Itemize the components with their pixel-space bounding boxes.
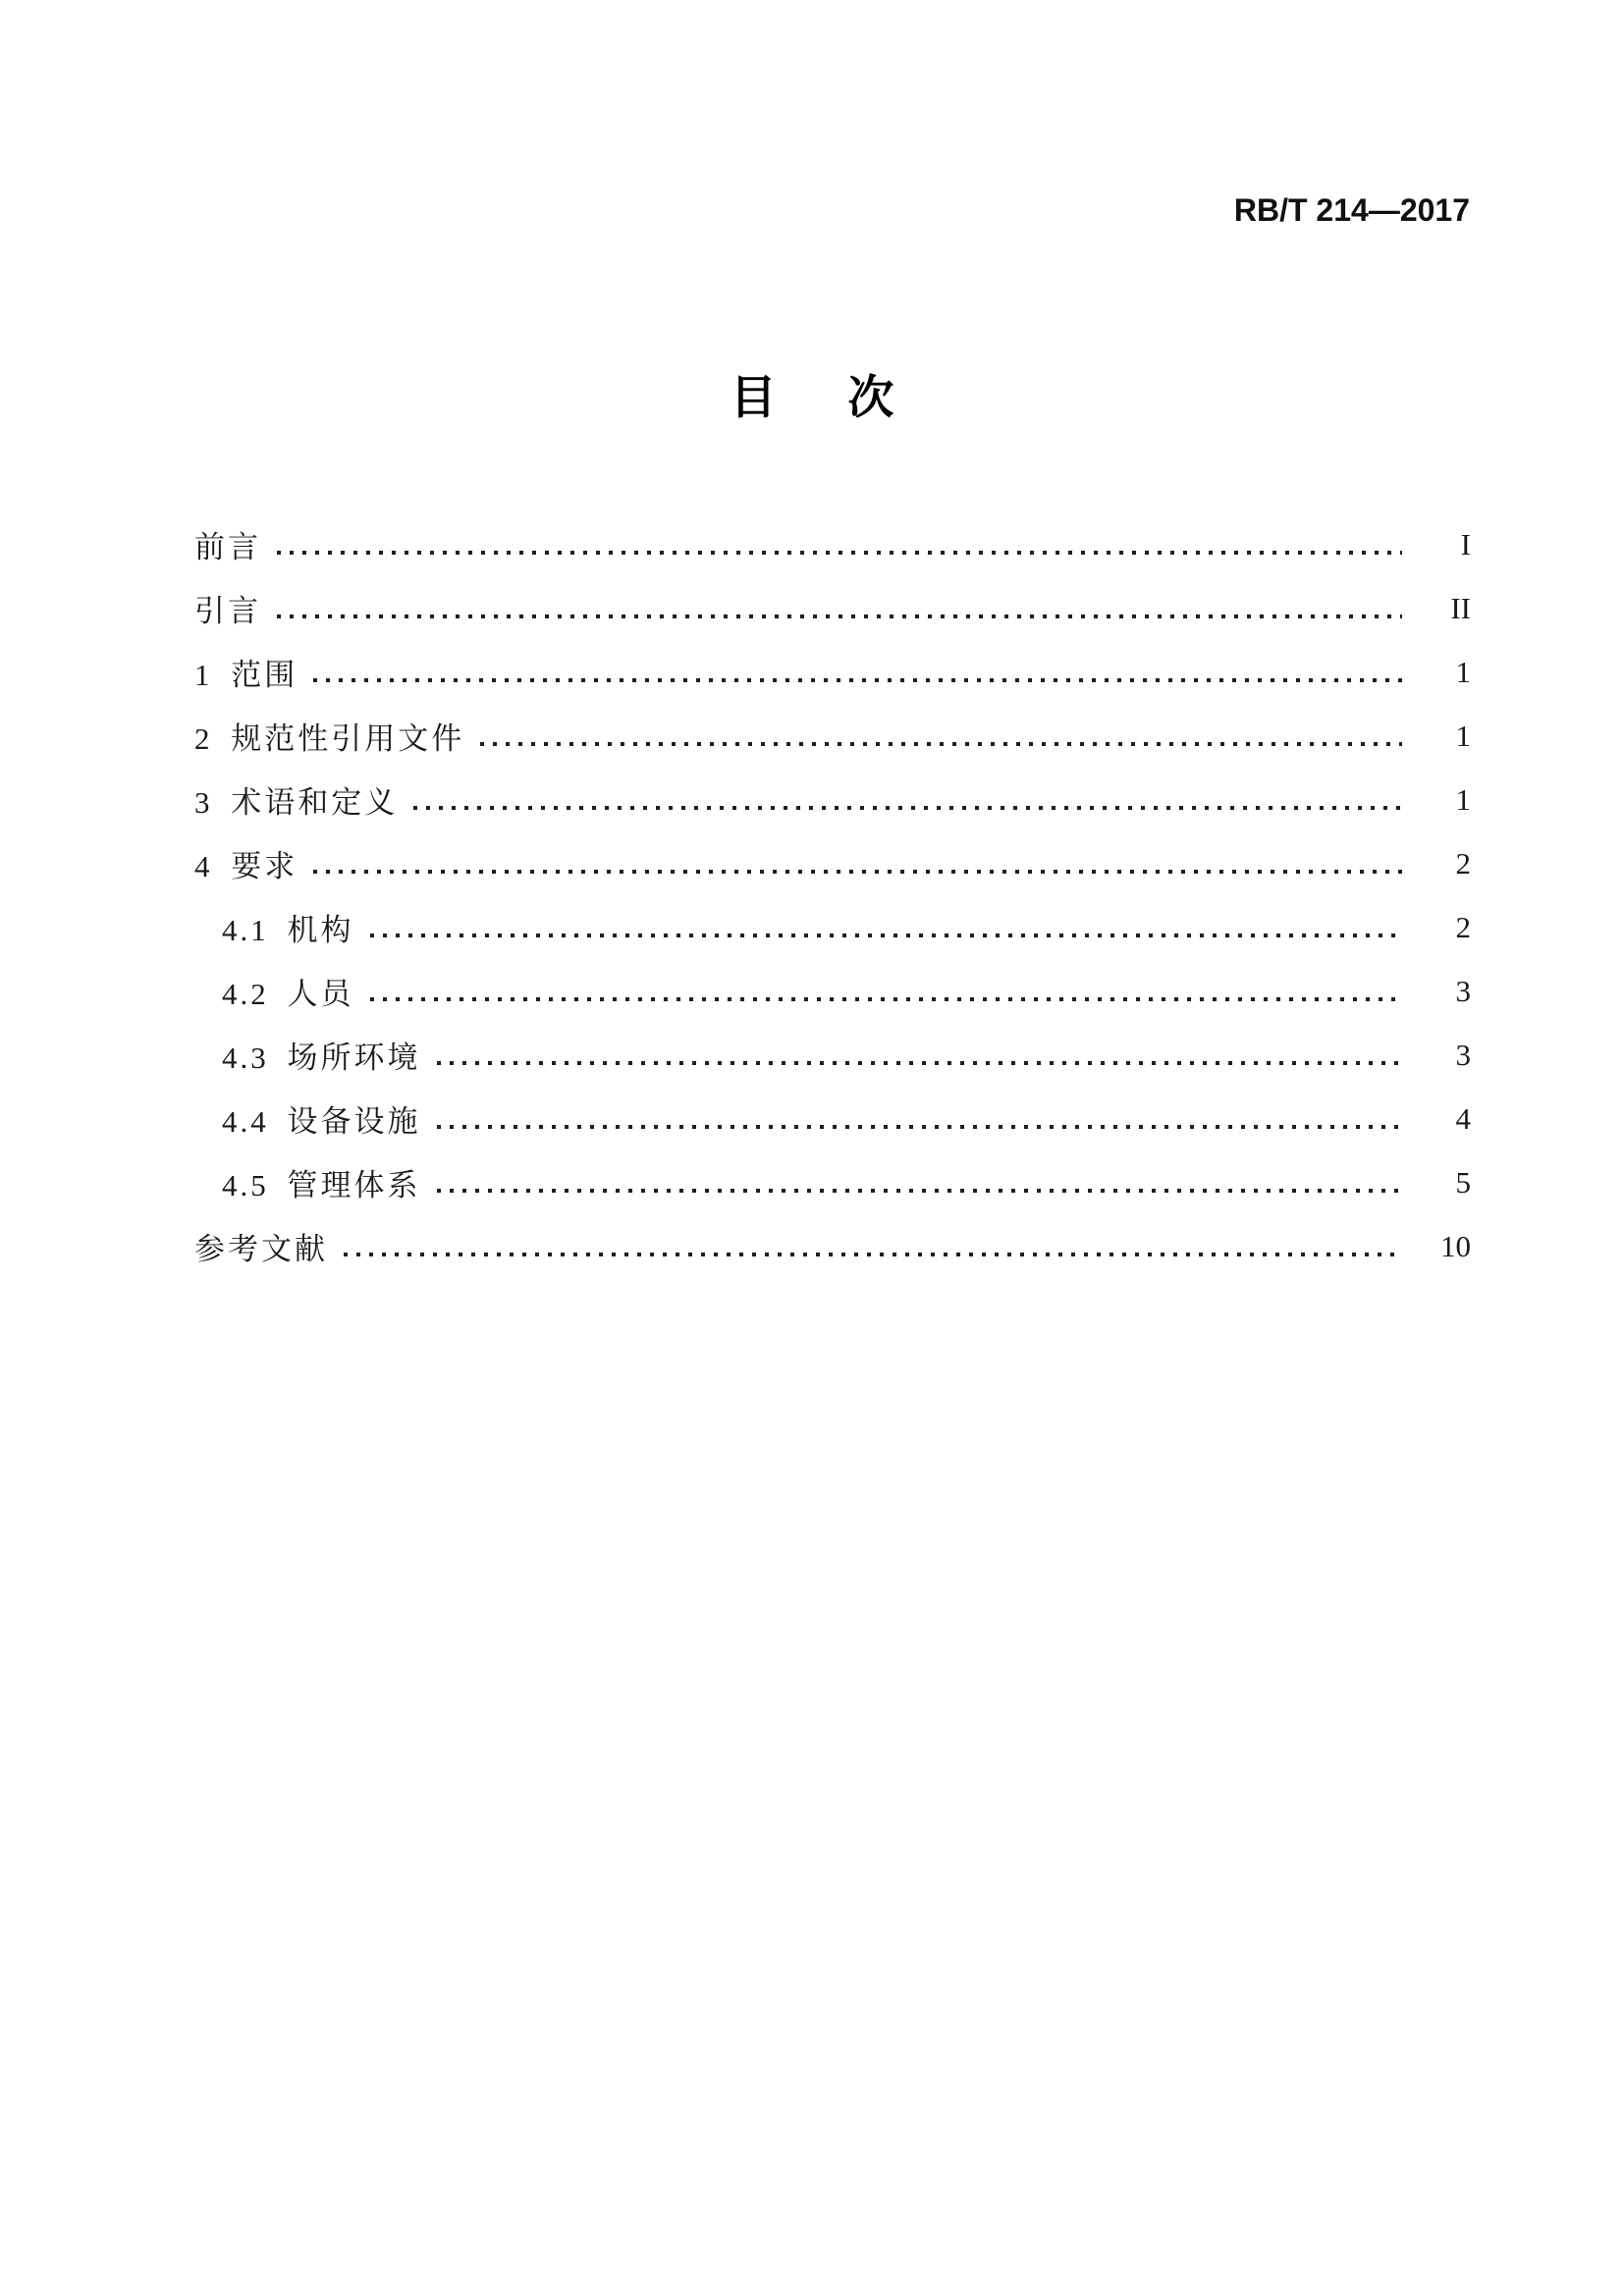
toc-entry bbox=[194, 704, 1471, 768]
dot-leader bbox=[437, 1189, 1403, 1193]
toc-entry-page: 1 bbox=[1455, 718, 1471, 753]
dot-leader bbox=[313, 678, 1402, 682]
toc-entry bbox=[194, 512, 1471, 576]
dot-leader bbox=[413, 806, 1402, 810]
toc-entry bbox=[194, 895, 1471, 959]
toc-entry-page: 3 bbox=[1455, 1037, 1471, 1072]
dot-leader bbox=[437, 1125, 1403, 1129]
toc-entry bbox=[194, 831, 1471, 895]
dot-leader bbox=[370, 997, 1403, 1001]
toc bbox=[194, 512, 1471, 1278]
toc-entry-page: II bbox=[1450, 590, 1471, 625]
toc-entry-label: 1 范围 bbox=[194, 658, 298, 692]
page-title-text: 目次 bbox=[730, 371, 966, 423]
toc-entry-page: 3 bbox=[1455, 973, 1471, 1008]
toc-entry bbox=[194, 959, 1471, 1023]
toc-entry-label: 引言 bbox=[194, 594, 261, 628]
dot-leader bbox=[480, 742, 1402, 746]
toc-entry-label: 4.3 场所环境 bbox=[222, 1041, 421, 1075]
toc-entry-page: 2 bbox=[1455, 845, 1471, 881]
toc-entry bbox=[194, 1150, 1471, 1214]
toc-entry-page: 1 bbox=[1455, 781, 1471, 817]
doc-number: RB/T 214—2017 bbox=[1233, 192, 1470, 228]
toc-entry-label: 2 规范性引用文件 bbox=[194, 721, 465, 756]
toc-entry bbox=[194, 1023, 1471, 1087]
dot-leader bbox=[437, 1061, 1403, 1065]
dot-leader bbox=[277, 614, 1402, 618]
toc-entry bbox=[194, 1214, 1471, 1278]
toc-entry-label: 3 术语和定义 bbox=[194, 785, 399, 820]
toc-entry-page: 1 bbox=[1455, 654, 1471, 689]
toc-entry-label: 4.4 设备设施 bbox=[222, 1104, 421, 1139]
toc-entry-label: 4.2 人员 bbox=[222, 977, 354, 1011]
toc-entry-label: 4.1 机构 bbox=[222, 913, 354, 947]
toc-entry-page: 5 bbox=[1455, 1164, 1471, 1200]
toc-entry-page: I bbox=[1460, 526, 1471, 561]
dot-leader bbox=[370, 934, 1403, 937]
dot-leader bbox=[277, 551, 1402, 555]
page-title bbox=[0, 361, 1624, 427]
toc-entry-page: 2 bbox=[1455, 909, 1471, 944]
toc-entry-label: 参考文献 bbox=[194, 1232, 328, 1266]
toc-entry bbox=[194, 640, 1471, 704]
toc-entry-label: 4.5 管理体系 bbox=[222, 1168, 421, 1202]
toc-entry bbox=[194, 768, 1471, 831]
toc-entry-label: 4 要求 bbox=[194, 849, 298, 883]
dot-leader bbox=[344, 1253, 1402, 1256]
toc-entry-page: 10 bbox=[1440, 1228, 1471, 1263]
toc-entry bbox=[194, 1087, 1471, 1150]
toc-entry bbox=[194, 576, 1471, 640]
toc-entry-label: 前言 bbox=[194, 530, 261, 564]
dot-leader bbox=[313, 870, 1402, 874]
toc-entry-page: 4 bbox=[1455, 1100, 1471, 1136]
